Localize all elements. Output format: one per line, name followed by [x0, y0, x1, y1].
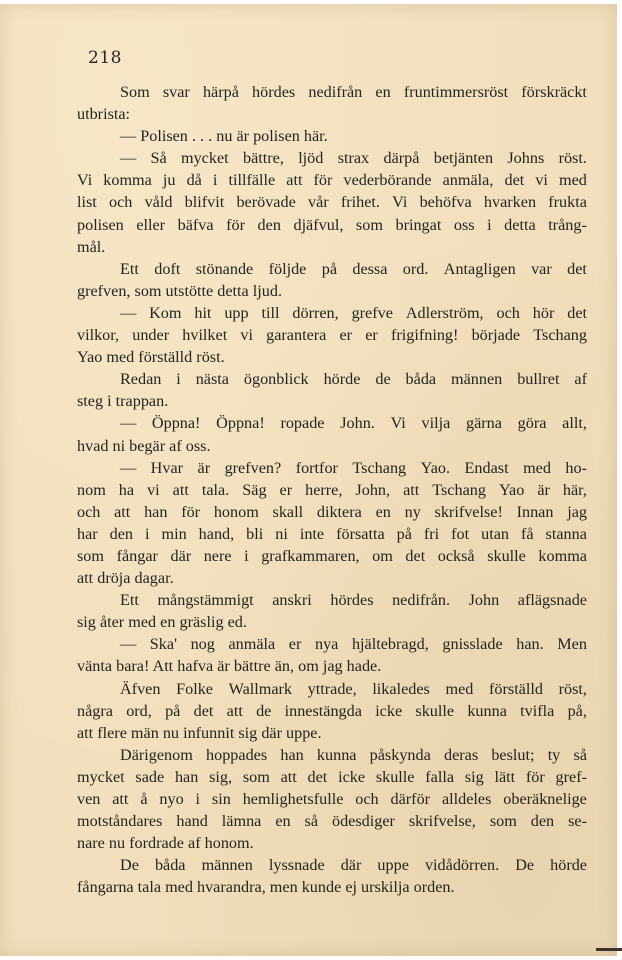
- word: han: [144, 502, 168, 521]
- word: på: [165, 701, 181, 720]
- word: frigifning!: [390, 326, 459, 345]
- word: nom: [77, 480, 106, 499]
- word: Så: [150, 149, 167, 168]
- word: där: [340, 856, 362, 875]
- word: så: [573, 745, 587, 764]
- word: Endast: [464, 458, 509, 477]
- word: nästa: [195, 370, 229, 389]
- word: ödesdiger: [331, 812, 395, 831]
- word: alldeles: [441, 790, 492, 808]
- text-line: [77, 501, 587, 523]
- word: diktera: [316, 502, 362, 521]
- word: att: [112, 790, 129, 808]
- word: vilja: [421, 414, 451, 433]
- word: fot: [451, 524, 470, 543]
- word: er: [279, 480, 293, 499]
- word: Men: [557, 635, 587, 654]
- word: hand: [176, 812, 208, 831]
- word: Redan: [120, 370, 162, 389]
- word: Folke: [176, 679, 213, 698]
- word: att: [114, 502, 131, 521]
- text-line: — Polisen . . . nu är polisen här.: [120, 127, 328, 146]
- word: stönande: [195, 259, 254, 278]
- text-line: [77, 81, 587, 103]
- word: ropade: [280, 414, 325, 433]
- word: och: [355, 790, 379, 808]
- word: dörren,: [292, 303, 339, 322]
- word: hemlighetsfulle: [242, 790, 344, 808]
- word: en: [275, 812, 291, 831]
- word: i: [195, 790, 201, 808]
- word: Tschang: [352, 458, 407, 477]
- word: —: [120, 149, 137, 168]
- word: våld: [144, 193, 173, 212]
- word: bäfva: [177, 215, 214, 234]
- text-line: [77, 678, 587, 700]
- word: den: [109, 524, 134, 543]
- word: som: [77, 546, 104, 565]
- word: trång-: [548, 215, 587, 234]
- word: skulle: [415, 701, 455, 720]
- word: härpå: [202, 83, 239, 101]
- word: af: [574, 370, 587, 389]
- text-line: nare nu fordrade af honom.: [77, 834, 254, 853]
- word: sig,: [209, 767, 233, 786]
- word: lämna: [221, 812, 262, 831]
- word: ord,: [126, 701, 152, 720]
- word: fångar: [116, 546, 158, 565]
- word: där: [170, 546, 192, 565]
- word: nya: [314, 635, 339, 654]
- word: det: [504, 171, 525, 190]
- word: är: [197, 458, 211, 477]
- word: ögonblick: [243, 370, 309, 389]
- word: röst,: [558, 679, 587, 698]
- word: lätt: [494, 767, 516, 786]
- word: de: [256, 701, 272, 720]
- word: John: [468, 591, 500, 610]
- word: de: [375, 370, 391, 389]
- word: som: [355, 215, 383, 234]
- text-line: [77, 545, 587, 567]
- word: för: [181, 502, 201, 521]
- body-text: [77, 81, 587, 898]
- word: anmäla: [228, 635, 276, 654]
- word: några: [77, 701, 113, 720]
- word: Adlerström,: [405, 303, 484, 322]
- word: och: [109, 193, 133, 212]
- word: i: [145, 524, 150, 543]
- word: Innan: [516, 502, 554, 521]
- text-line: [77, 302, 587, 324]
- text-line: utbrista:: [77, 105, 131, 124]
- word: behöfva: [419, 193, 472, 212]
- word: en: [375, 502, 391, 521]
- text-line: att dröja dagar.: [77, 569, 174, 588]
- word: deras: [443, 745, 479, 764]
- word: mycket: [77, 767, 125, 786]
- word: falla: [425, 767, 455, 786]
- word: jag: [567, 502, 587, 521]
- text-line: [77, 258, 587, 280]
- word: frukta: [548, 193, 587, 212]
- word: båda: [405, 370, 437, 389]
- word: kunna: [467, 701, 507, 720]
- word: garantera: [266, 326, 327, 345]
- word: John.: [340, 414, 375, 433]
- word: Äfven: [120, 679, 161, 698]
- word: motståndares: [77, 812, 163, 831]
- word: Därigenom: [120, 745, 193, 764]
- word: vi: [147, 480, 160, 499]
- word: nedifrån: [308, 83, 363, 101]
- word: komma: [538, 546, 587, 565]
- word: likaledes: [372, 679, 430, 698]
- word: —: [120, 303, 137, 322]
- word: att: [280, 767, 297, 786]
- word: en: [375, 83, 391, 101]
- text-line: Yao med förställd röst.: [77, 348, 225, 367]
- word: vilkor,: [77, 326, 120, 345]
- word: hördes: [330, 591, 374, 610]
- word: vår: [307, 193, 329, 212]
- word: Yao: [498, 480, 525, 499]
- word: Säg: [242, 480, 267, 499]
- word: fortfor: [295, 458, 338, 477]
- word: det: [405, 546, 426, 565]
- word: hjältebragd,: [351, 635, 429, 654]
- word: ord.: [402, 259, 429, 278]
- word: anskri: [272, 591, 312, 610]
- word: röst.: [558, 149, 587, 168]
- word: med: [523, 458, 551, 477]
- word: här,: [562, 480, 587, 499]
- word: Öppna!: [216, 414, 265, 433]
- word: gnisslade: [442, 635, 503, 654]
- word: skrifvelse,: [408, 812, 476, 831]
- word: hoppades: [206, 745, 268, 764]
- text-line: [77, 457, 587, 479]
- word: bullret: [517, 370, 560, 389]
- word: att: [286, 171, 303, 190]
- word: De: [120, 856, 139, 875]
- word: han.: [516, 635, 544, 654]
- word: han: [280, 745, 304, 764]
- word: oberäknelige: [503, 790, 587, 808]
- word: ljöd: [298, 149, 324, 168]
- word: vi: [535, 171, 548, 190]
- book-page: [0, 4, 617, 956]
- word: att: [403, 480, 420, 499]
- text-line: [77, 633, 587, 655]
- word: Kom: [149, 303, 182, 322]
- word: det: [193, 701, 214, 720]
- word: med: [445, 679, 474, 698]
- word: mycket: [181, 149, 229, 168]
- word: min: [161, 524, 187, 543]
- word: Ett: [120, 259, 139, 278]
- word: ny: [404, 502, 421, 521]
- word: började: [471, 326, 521, 345]
- word: i: [176, 370, 181, 389]
- word: att: [172, 480, 189, 499]
- text-line: [77, 169, 587, 191]
- word: oss: [453, 215, 475, 234]
- word: berövade: [236, 193, 296, 212]
- word: vi: [240, 326, 253, 345]
- word: sig: [464, 767, 484, 786]
- word: inte: [299, 524, 325, 543]
- word: skall: [272, 502, 304, 521]
- word: strax: [337, 149, 370, 168]
- word: se-: [568, 812, 587, 831]
- word: skulle: [375, 767, 415, 786]
- word: så: [304, 812, 319, 831]
- text-line: [77, 324, 587, 346]
- word: på: [396, 524, 412, 543]
- word: har: [77, 524, 98, 543]
- text-line: att flere män nu infunnit sig där uppe.: [77, 723, 322, 742]
- word: icke: [338, 767, 366, 786]
- text-line: [77, 479, 587, 501]
- text-line: [77, 412, 587, 434]
- word: icke: [375, 701, 403, 720]
- word: i: [212, 171, 218, 190]
- word: i: [244, 546, 249, 565]
- word: hörde: [323, 370, 361, 389]
- word: hvilket: [182, 326, 228, 345]
- word: John,: [355, 480, 391, 499]
- word: var: [531, 259, 552, 278]
- word: er: [288, 635, 302, 654]
- word: tvifla: [520, 701, 555, 720]
- word: påskynda: [369, 745, 431, 764]
- word: hör: [532, 303, 555, 322]
- word: förställd: [489, 679, 543, 698]
- text-line: [77, 214, 587, 236]
- word: ty: [547, 745, 561, 764]
- word: för: [525, 767, 545, 786]
- word: förskräckt: [521, 83, 587, 101]
- word: skulle: [487, 546, 526, 565]
- word: Ett: [120, 591, 139, 610]
- word: Som: [120, 83, 150, 101]
- word: det: [567, 303, 587, 322]
- text-line: [77, 854, 587, 876]
- word: mångstämmigt: [157, 591, 254, 610]
- word: och: [496, 303, 520, 322]
- edge-mark: [596, 948, 622, 951]
- word: hördes: [252, 83, 296, 101]
- word: är: [537, 480, 550, 499]
- word: därpå: [383, 149, 420, 168]
- word: nedifrån.: [392, 591, 451, 610]
- text-line: vänta bara! Att hafva är bättre än, om jag hade.: [77, 657, 382, 676]
- text-line: [77, 147, 587, 169]
- word: den: [530, 812, 555, 831]
- word: få: [520, 524, 534, 543]
- word: som: [489, 812, 517, 831]
- word: å: [140, 790, 148, 808]
- word: bättre,: [242, 149, 284, 168]
- word: anmäla,: [442, 171, 494, 190]
- word: Antagligen: [443, 259, 516, 278]
- text-line: [77, 191, 587, 213]
- word: hörde: [550, 856, 587, 875]
- word: frihet.: [340, 193, 380, 212]
- word: männen: [201, 856, 253, 875]
- word: er: [339, 326, 353, 345]
- word: nyo: [159, 790, 184, 808]
- word: Tschang: [533, 326, 587, 345]
- word: kunna: [316, 745, 357, 764]
- word: ju: [162, 171, 176, 190]
- word: gref-: [555, 767, 587, 786]
- word: dessa: [352, 259, 388, 278]
- word: det: [567, 259, 587, 278]
- word: lyssnade: [268, 856, 325, 875]
- word: om: [372, 546, 393, 565]
- word: också: [437, 546, 475, 565]
- word: Vi: [392, 193, 408, 212]
- word: betjänten: [433, 149, 494, 168]
- word: yttrade,: [307, 679, 357, 698]
- word: på,: [567, 701, 587, 720]
- word: list: [77, 193, 97, 212]
- word: djäfvul,: [293, 215, 344, 234]
- text-line: fångarna tala med hvarandra, men kunde ej urskilja orden.: [77, 878, 455, 897]
- word: männen: [451, 370, 503, 389]
- word: —: [120, 635, 137, 654]
- word: tillfälle: [228, 171, 276, 190]
- word: Vi: [77, 171, 93, 190]
- word: gärna: [466, 414, 502, 433]
- word: då: [186, 171, 202, 190]
- text-line: [77, 810, 587, 832]
- word: att: [226, 701, 243, 720]
- word: med: [558, 171, 587, 190]
- word: Öppna!: [151, 414, 201, 433]
- word: ho-: [565, 458, 587, 477]
- word: som: [242, 767, 270, 786]
- word: doft: [154, 259, 181, 278]
- word: eller: [136, 215, 166, 234]
- word: båda: [154, 856, 186, 875]
- word: honom: [213, 502, 259, 521]
- text-line: [77, 368, 587, 390]
- word: ha: [118, 480, 135, 499]
- word: ven: [77, 790, 101, 808]
- word: herre,: [305, 480, 343, 499]
- word: Wallmark: [228, 679, 293, 698]
- word: för: [226, 215, 245, 234]
- word: upp: [224, 303, 249, 322]
- page-number: 218: [88, 48, 122, 68]
- text-line: [77, 589, 587, 611]
- word: svar: [162, 83, 190, 101]
- word: sin: [211, 790, 231, 808]
- word: hvarken: [483, 193, 537, 212]
- word: han: [174, 767, 199, 786]
- word: Hvar: [150, 458, 184, 477]
- word: bli: [246, 524, 264, 543]
- word: grefve: [351, 303, 393, 322]
- word: utan: [481, 524, 509, 543]
- word: hit: [194, 303, 212, 322]
- word: grefven?: [224, 458, 282, 477]
- word: vidådörren.: [424, 856, 500, 875]
- text-line: [77, 700, 587, 722]
- word: komma: [103, 171, 152, 190]
- word: polisen: [77, 215, 124, 234]
- word: för: [313, 171, 333, 190]
- word: Vi: [390, 414, 406, 433]
- word: Ska': [149, 635, 177, 654]
- word: och: [77, 502, 101, 521]
- word: följde: [268, 259, 307, 278]
- word: Johns: [507, 149, 545, 168]
- word: vederbörande: [343, 171, 432, 190]
- word: det: [307, 767, 328, 786]
- text-line: [77, 744, 587, 766]
- word: till: [261, 303, 280, 322]
- word: Yao.: [420, 458, 451, 477]
- word: —: [120, 458, 137, 477]
- word: fri: [423, 524, 440, 543]
- text-line: steg i trappan.: [77, 392, 169, 411]
- word: allt,: [562, 414, 587, 433]
- word: —: [120, 414, 137, 433]
- word: försatta: [336, 524, 385, 543]
- text-line: [77, 523, 587, 545]
- word: De: [515, 856, 535, 875]
- text-line: mål.: [77, 237, 106, 256]
- word: uppe: [377, 856, 409, 875]
- word: tala.: [201, 480, 230, 499]
- word: beslut;: [491, 745, 535, 764]
- word: nere: [203, 546, 232, 565]
- word: Tschang: [432, 480, 486, 499]
- word: hand,: [198, 524, 235, 543]
- text-line: hvad ni begär af oss.: [77, 436, 211, 455]
- word: detta: [504, 215, 536, 234]
- word: innestängda: [284, 701, 362, 720]
- text-line: [77, 766, 587, 788]
- word: den: [257, 215, 281, 234]
- word: ni: [275, 524, 288, 543]
- word: blifvit: [184, 193, 225, 212]
- word: aflägsnade: [517, 591, 587, 610]
- word: nog: [190, 635, 215, 654]
- word: på: [321, 259, 337, 278]
- word: er: [365, 326, 378, 345]
- word: göra: [517, 414, 547, 433]
- word: stanna: [545, 524, 587, 543]
- text-line: sig åter med en gräslig ed.: [77, 613, 247, 632]
- word: därför: [390, 790, 431, 808]
- word: under: [132, 326, 170, 345]
- text-line: grefven, som utstötte detta ljud.: [77, 281, 282, 300]
- word: skrifvelse!: [434, 502, 503, 521]
- word: sade: [135, 767, 165, 786]
- text-line: [77, 788, 587, 810]
- word: bringat: [395, 215, 442, 234]
- word: i: [487, 215, 492, 234]
- word: grafkammaren,: [261, 546, 360, 565]
- word: fruntimmersröst: [403, 83, 509, 101]
